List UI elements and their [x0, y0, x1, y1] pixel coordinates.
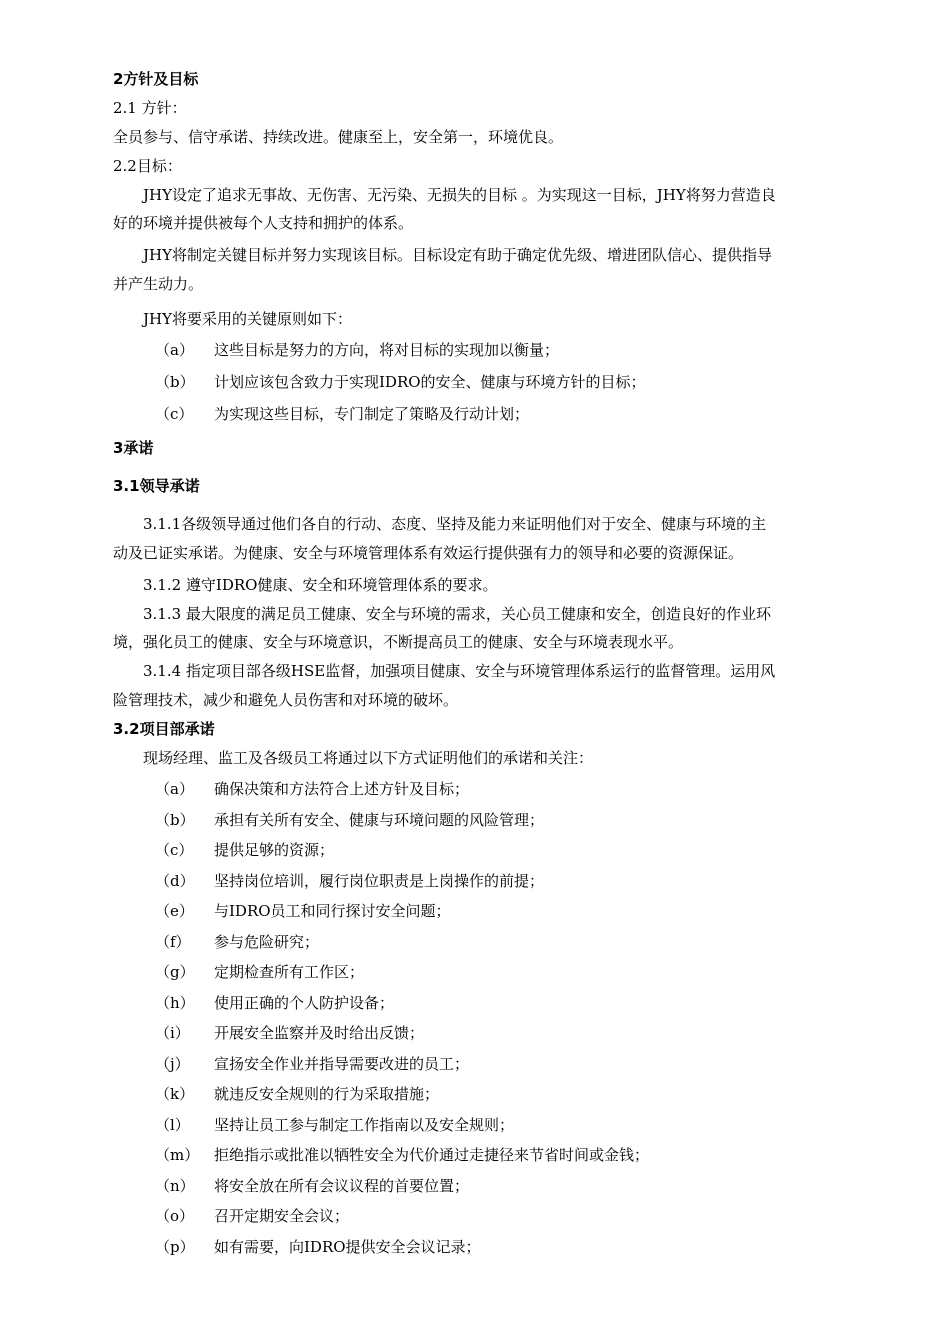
policy-text: 全员参与、信守承诺、持续改进。健康至上，安全第一，环境优良。 [113, 128, 564, 146]
list-item-text: 为实现这些目标，专门制定了策略及行动计划； [214, 405, 530, 423]
list-item-mark: （c） [155, 841, 194, 859]
section-2-1-heading: 2.1 方针： [113, 99, 187, 117]
list-item-mark: （b） [155, 811, 195, 829]
list-item-mark: （f） [155, 933, 191, 951]
list-item-text: 坚持岗位培训，履行岗位职责是上岗操作的前提； [214, 872, 545, 890]
list-item-text: 如有需要，向IDRO提供安全会议记录； [214, 1238, 481, 1256]
paragraph-line: JHY将制定关键目标并努力实现该目标。目标设定有助于确定优先级、增进团队信心、提供指导 [143, 246, 773, 264]
section-2-heading: 2方针及目标 [113, 70, 199, 88]
list-item-mark: （b） [155, 373, 195, 391]
list-item-mark: （j） [155, 1055, 190, 1073]
list-item-mark: （k） [155, 1085, 195, 1103]
section-3-heading: 3承诺 [113, 439, 154, 457]
list-item-mark: （o） [155, 1207, 195, 1225]
list-item-text: 计划应该包含致力于实现IDRO的安全、健康与环境方针的目标； [214, 373, 646, 391]
paragraph-line: JHY将要采用的关键原则如下： [143, 310, 352, 328]
list-item-mark: （d） [155, 872, 195, 890]
list-item-text: 确保决策和方法符合上述方针及目标； [214, 780, 470, 798]
list-item-text: 坚持让员工参与制定工作指南以及安全规则； [214, 1116, 515, 1134]
paragraph-line: 3.1.4 指定项目部各级HSE监督，加强项目健康、安全与环境管理体系运行的监督管理。运用风 [143, 662, 776, 680]
section-3-2-heading: 3.2项目部承诺 [113, 720, 215, 738]
list-item-text: 开展安全监察并及时给出反馈； [214, 1024, 425, 1042]
section-3-1-heading: 3.1领导承诺 [113, 477, 200, 495]
paragraph-line: 3.1.2 遵守IDRO健康、安全和环境管理体系的要求。 [143, 576, 498, 594]
list-item-text: 承担有关所有安全、健康与环境问题的风险管理； [214, 811, 545, 829]
paragraph-line: 现场经理、监工及各级员工将通过以下方式证明他们的承诺和关注： [143, 749, 594, 767]
paragraph-line: 好的环境并提供被每个人支持和拥护的体系。 [113, 214, 414, 232]
list-item-text: 使用正确的个人防护设备； [214, 994, 395, 1012]
paragraph-line: JHY设定了追求无事故、无伤害、无污染、无损失的目标 。为实现这一目标，JHY将努力营造良 [143, 186, 776, 204]
list-item-text: 这些目标是努力的方向，将对目标的实现加以衡量； [214, 341, 560, 359]
paragraph-line: 3.1.3 最大限度的满足员工健康、安全与环境的需求，关心员工健康和安全，创造良好的作业环 [143, 605, 771, 623]
paragraph-line: 险管理技术，减少和避免人员伤害和对环境的破坏。 [113, 691, 459, 709]
list-item-mark: （l） [155, 1116, 190, 1134]
list-item-mark: （a） [155, 341, 194, 359]
list-item-text: 拒绝指示或批准以牺牲安全为代价通过走捷径来节省时间或金钱； [214, 1146, 650, 1164]
paragraph-line: 动及已证实承诺。为健康、安全与环境管理体系有效运行提供强有力的领导和必要的资源保证。 [113, 544, 744, 562]
list-item-text: 定期检查所有工作区； [214, 963, 365, 981]
list-item-mark: （a） [155, 780, 194, 798]
section-2-2-heading: 2.2目标： [113, 157, 182, 175]
paragraph-line: 境，强化员工的健康、安全与环境意识，不断提高员工的健康、安全与环境表现水平。 [113, 633, 684, 651]
list-item-mark: （h） [155, 994, 195, 1012]
list-item-mark: （e） [155, 902, 194, 920]
list-item-mark: （g） [155, 963, 195, 981]
list-item-mark: （p） [155, 1238, 195, 1256]
list-item-mark: （i） [155, 1024, 190, 1042]
list-item-text: 就违反安全规则的行为采取措施； [214, 1085, 440, 1103]
list-item-text: 将安全放在所有会议议程的首要位置； [214, 1177, 470, 1195]
list-item-text: 召开定期安全会议； [214, 1207, 350, 1225]
list-item-mark: （c） [155, 405, 194, 423]
list-item-text: 宣扬安全作业并指导需要改进的员工； [214, 1055, 470, 1073]
list-item-mark: （n） [155, 1177, 195, 1195]
paragraph-line: 并产生动力。 [113, 275, 204, 293]
list-item-mark: （m） [155, 1146, 200, 1164]
list-item-text: 提供足够的资源； [214, 841, 335, 859]
list-item-text: 参与危险研究； [214, 933, 320, 951]
paragraph-line: 3.1.1各级领导通过他们各自的行动、态度、坚持及能力来证明他们对于安全、健康与环境的主 [143, 515, 767, 533]
list-item-text: 与IDRO员工和同行探讨安全问题； [214, 902, 451, 920]
